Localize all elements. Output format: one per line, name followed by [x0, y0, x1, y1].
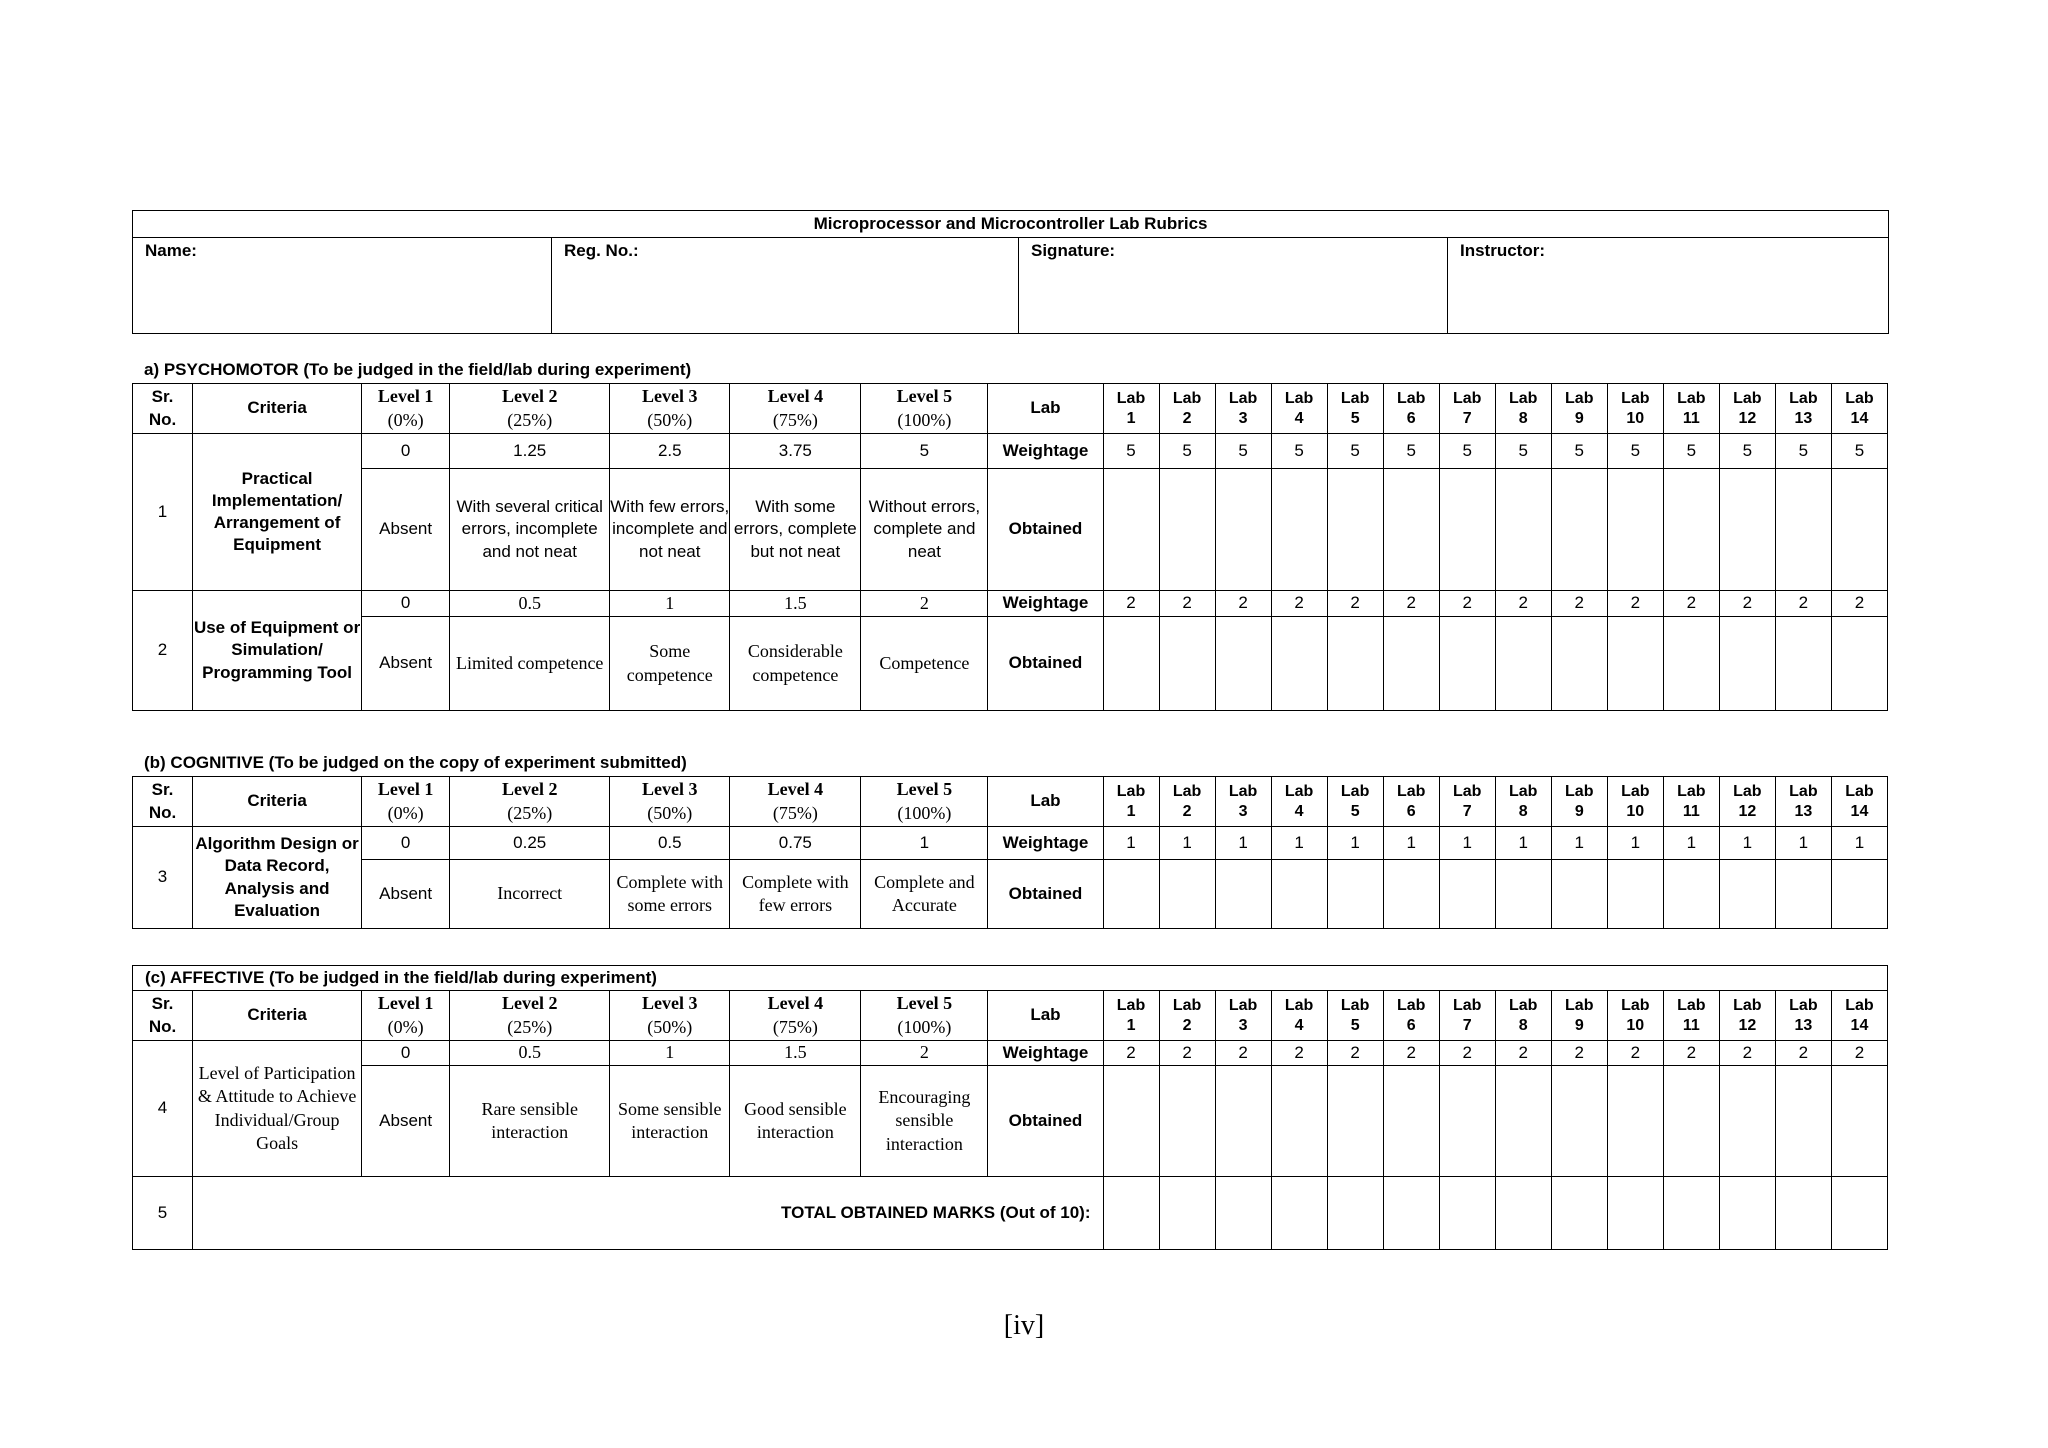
cognitive-header-row: [133, 777, 1888, 827]
lab-2-obtained-input[interactable]: [1159, 860, 1215, 929]
affective-title-row: [133, 966, 1888, 991]
affective-table: [132, 965, 1888, 1250]
lab-7-obtained-input[interactable]: [1439, 469, 1495, 591]
level3-header: Level 3 (50%): [610, 991, 730, 1041]
lab-2-weightage: 2: [1159, 591, 1215, 617]
lab-8-obtained-input[interactable]: [1495, 469, 1551, 591]
lab-5-obtained-input[interactable]: [1327, 469, 1383, 591]
level5-score: 2: [861, 1041, 988, 1066]
weightage-label: Weightage: [988, 1041, 1103, 1066]
lab-9-weightage: 5: [1551, 434, 1607, 469]
lab-8-obtained-input[interactable]: [1495, 617, 1551, 711]
lab-13-obtained-input[interactable]: [1775, 1066, 1831, 1177]
lab-9-weightage: 2: [1551, 591, 1607, 617]
lab-7-weightage: 2: [1439, 591, 1495, 617]
lab-11-header: Lab 11: [1663, 384, 1719, 434]
lab-12-header: Lab 12: [1719, 384, 1775, 434]
lab-3-total-input[interactable]: [1215, 1177, 1271, 1250]
lab-12-total-input[interactable]: [1719, 1177, 1775, 1250]
lab-11-obtained-input[interactable]: [1663, 469, 1719, 591]
lab-11-obtained-input[interactable]: [1663, 1066, 1719, 1177]
level3-score: 0.5: [610, 827, 730, 860]
level3-descriptor: Complete with some errors: [610, 860, 730, 929]
level3-descriptor: Some competence: [610, 617, 730, 711]
lab-10-weightage: 1: [1607, 827, 1663, 860]
row3-weightage: [133, 827, 1888, 860]
weightage-label: Weightage: [988, 434, 1103, 469]
level1-descriptor: Absent: [362, 617, 450, 711]
lab-5-header: Lab 5: [1327, 777, 1383, 827]
lab-14-weightage: 2: [1831, 1041, 1887, 1066]
lab-5-header: Lab 5: [1327, 384, 1383, 434]
lab-3-header: Lab 3: [1215, 384, 1271, 434]
lab-13-header: Lab 13: [1775, 384, 1831, 434]
lab-6-obtained-input[interactable]: [1383, 860, 1439, 929]
obtained-label: Obtained: [988, 469, 1103, 591]
lab-14-obtained-input[interactable]: [1831, 1066, 1887, 1177]
level5-descriptor: Encouraging sensible interaction: [861, 1066, 988, 1177]
level2-score: 1.25: [450, 434, 610, 469]
lab-14-total-input[interactable]: [1831, 1177, 1887, 1250]
lab-header: Lab: [988, 384, 1103, 434]
lab-9-header: Lab 9: [1551, 991, 1607, 1041]
lab-10-obtained-input[interactable]: [1607, 860, 1663, 929]
lab-1-header: Lab 1: [1103, 384, 1159, 434]
lab-5-weightage: 5: [1327, 434, 1383, 469]
level3-score: 1: [610, 591, 730, 617]
lab-3-obtained-input[interactable]: [1215, 469, 1271, 591]
obtained-label: Obtained: [988, 617, 1103, 711]
lab-9-obtained-input[interactable]: [1551, 860, 1607, 929]
lab-4-obtained-input[interactable]: [1271, 469, 1327, 591]
level5-score: 1: [861, 827, 988, 860]
level4-score: 1.5: [730, 591, 861, 617]
level2-header: Level 2 (25%): [450, 384, 610, 434]
lab-1-weightage: 2: [1103, 591, 1159, 617]
lab-9-weightage: 2: [1551, 1041, 1607, 1066]
lab-8-weightage: 5: [1495, 434, 1551, 469]
criteria-cell: Practical Implementation/ Arrangement of Equipment: [193, 434, 362, 591]
lab-13-obtained-input[interactable]: [1775, 469, 1831, 591]
lab-13-total-input[interactable]: [1775, 1177, 1831, 1250]
level1-header: Level 1 (0%): [362, 384, 450, 434]
lab-7-weightage: 1: [1439, 827, 1495, 860]
lab-10-header: Lab 10: [1607, 384, 1663, 434]
lab-6-weightage: 2: [1383, 1041, 1439, 1066]
lab-6-weightage: 5: [1383, 434, 1439, 469]
lab-8-header: Lab 8: [1495, 991, 1551, 1041]
level4-descriptor: With some errors, complete but not neat: [730, 469, 861, 591]
level3-header: Level 3 (50%): [610, 777, 730, 827]
lab-13-weightage: 2: [1775, 1041, 1831, 1066]
lab-5-obtained-input[interactable]: [1327, 617, 1383, 711]
lab-12-weightage: 1: [1719, 827, 1775, 860]
total-obtained-label: TOTAL OBTAINED MARKS (Out of 10):: [193, 1177, 1103, 1250]
lab-4-weightage: 5: [1271, 434, 1327, 469]
lab-11-header: Lab 11: [1663, 991, 1719, 1041]
level2-header: Level 2 (25%): [450, 991, 610, 1041]
lab-7-obtained-input[interactable]: [1439, 860, 1495, 929]
level4-descriptor: Complete with few errors: [730, 860, 861, 929]
affective-section-title: (c) AFFECTIVE (To be judged in the field/lab during experiment): [133, 966, 1888, 991]
level4-descriptor: Good sensible interaction: [730, 1066, 861, 1177]
row3-obtained: [133, 860, 1888, 929]
level1-score: 0: [362, 591, 450, 617]
lab-1-header: Lab 1: [1103, 991, 1159, 1041]
psychomotor-header-row: [133, 384, 1888, 434]
lab-4-header: Lab 4: [1271, 777, 1327, 827]
level2-score: 0.5: [450, 1041, 610, 1066]
lab-14-header: Lab 14: [1831, 777, 1887, 827]
lab-3-weightage: 1: [1215, 827, 1271, 860]
level2-score: 0.5: [450, 591, 610, 617]
lab-12-weightage: 5: [1719, 434, 1775, 469]
lab-6-obtained-input[interactable]: [1383, 617, 1439, 711]
lab-8-header: Lab 8: [1495, 777, 1551, 827]
lab-3-weightage: 2: [1215, 591, 1271, 617]
level5-header: Level 5 (100%): [861, 777, 988, 827]
lab-12-header: Lab 12: [1719, 777, 1775, 827]
lab-14-header: Lab 14: [1831, 384, 1887, 434]
lab-12-obtained-input[interactable]: [1719, 860, 1775, 929]
lab-4-obtained-input[interactable]: [1271, 1066, 1327, 1177]
level1-descriptor: Absent: [362, 469, 450, 591]
lab-9-weightage: 1: [1551, 827, 1607, 860]
lab-14-header: Lab 14: [1831, 991, 1887, 1041]
lab-14-weightage: 1: [1831, 827, 1887, 860]
level4-descriptor: Considerable competence: [730, 617, 861, 711]
lab-7-weightage: 5: [1439, 434, 1495, 469]
lab-3-obtained-input[interactable]: [1215, 617, 1271, 711]
lab-10-header: Lab 10: [1607, 991, 1663, 1041]
sr-no-cell: 1: [133, 434, 193, 591]
row4-weightage: [133, 1041, 1888, 1066]
sr-no-header: Sr. No.: [133, 991, 193, 1041]
lab-13-weightage: 5: [1775, 434, 1831, 469]
lab-9-total-input[interactable]: [1551, 1177, 1607, 1250]
lab-12-weightage: 2: [1719, 591, 1775, 617]
lab-11-total-input[interactable]: [1663, 1177, 1719, 1250]
sr-no-cell: 2: [133, 591, 193, 711]
lab-7-total-input[interactable]: [1439, 1177, 1495, 1250]
lab-2-weightage: 1: [1159, 827, 1215, 860]
lab-4-obtained-input[interactable]: [1271, 617, 1327, 711]
lab-11-header: Lab 11: [1663, 777, 1719, 827]
level1-score: 0: [362, 434, 450, 469]
lab-4-weightage: 2: [1271, 591, 1327, 617]
lab-8-total-input[interactable]: [1495, 1177, 1551, 1250]
lab-10-weightage: 5: [1607, 434, 1663, 469]
cognitive-section-title: (b) COGNITIVE (To be judged on the copy of experiment submitted): [144, 753, 687, 772]
level3-descriptor: With few errors, incomplete and not neat: [610, 469, 730, 591]
signature-field: Signature:: [1019, 238, 1448, 334]
sr-no-header: Sr. No.: [133, 384, 193, 434]
lab-9-obtained-input[interactable]: [1551, 617, 1607, 711]
level5-header: Level 5 (100%): [861, 991, 988, 1041]
lab-4-total-input[interactable]: [1271, 1177, 1327, 1250]
lab-11-weightage: 2: [1663, 1041, 1719, 1066]
lab-6-weightage: 1: [1383, 827, 1439, 860]
lab-9-header: Lab 9: [1551, 777, 1607, 827]
lab-5-total-input[interactable]: [1327, 1177, 1383, 1250]
sr-no-cell: 5: [133, 1177, 193, 1250]
cognitive-table: [132, 776, 1888, 929]
lab-10-obtained-input[interactable]: [1607, 469, 1663, 591]
lab-6-header: Lab 6: [1383, 777, 1439, 827]
lab-11-weightage: 5: [1663, 434, 1719, 469]
level4-header: Level 4 (75%): [730, 384, 861, 434]
lab-13-header: Lab 13: [1775, 991, 1831, 1041]
lab-14-obtained-input[interactable]: [1831, 469, 1887, 591]
lab-2-weightage: 5: [1159, 434, 1215, 469]
level2-score: 0.25: [450, 827, 610, 860]
level1-header: Level 1 (0%): [362, 991, 450, 1041]
level1-descriptor: Absent: [362, 1066, 450, 1177]
lab-2-obtained-input[interactable]: [1159, 1066, 1215, 1177]
level5-score: 2: [861, 591, 988, 617]
lab-2-header: Lab 2: [1159, 777, 1215, 827]
lab-1-header: Lab 1: [1103, 777, 1159, 827]
lab-3-weightage: 5: [1215, 434, 1271, 469]
lab-6-header: Lab 6: [1383, 384, 1439, 434]
lab-12-header: Lab 12: [1719, 991, 1775, 1041]
level5-descriptor: Complete and Accurate: [861, 860, 988, 929]
lab-13-obtained-input[interactable]: [1775, 860, 1831, 929]
level5-score: 5: [861, 434, 988, 469]
lab-8-weightage: 2: [1495, 591, 1551, 617]
level1-score: 0: [362, 827, 450, 860]
lab-3-obtained-input[interactable]: [1215, 1066, 1271, 1177]
lab-1-obtained-input[interactable]: [1103, 617, 1159, 711]
name-field: Name:: [133, 238, 552, 334]
lab-12-obtained-input[interactable]: [1719, 1066, 1775, 1177]
criteria-cell: Algorithm Design or Data Record, Analysis and Evaluation: [193, 827, 362, 929]
row2-weightage: [133, 591, 1888, 617]
lab-9-obtained-input[interactable]: [1551, 1066, 1607, 1177]
weightage-label: Weightage: [988, 827, 1103, 860]
lab-13-weightage: 2: [1775, 591, 1831, 617]
lab-9-header: Lab 9: [1551, 384, 1607, 434]
sr-no-header: Sr. No.: [133, 777, 193, 827]
psychomotor-section-title: a) PSYCHOMOTOR (To be judged in the field/lab during experiment): [144, 360, 692, 379]
criteria-header: Criteria: [193, 991, 362, 1041]
lab-1-total-input[interactable]: [1103, 1177, 1159, 1250]
lab-3-header: Lab 3: [1215, 991, 1271, 1041]
criteria-cell: Use of Equipment or Simulation/ Programming Tool: [193, 591, 362, 711]
lab-11-weightage: 1: [1663, 827, 1719, 860]
level4-score: 1.5: [730, 1041, 861, 1066]
level4-header: Level 4 (75%): [730, 777, 861, 827]
lab-4-weightage: 1: [1271, 827, 1327, 860]
obtained-label: Obtained: [988, 860, 1103, 929]
level3-header: Level 3 (50%): [610, 384, 730, 434]
lab-10-weightage: 2: [1607, 1041, 1663, 1066]
lab-1-obtained-input[interactable]: [1103, 469, 1159, 591]
lab-7-header: Lab 7: [1439, 777, 1495, 827]
lab-header: Lab: [988, 777, 1103, 827]
level2-descriptor: Incorrect: [450, 860, 610, 929]
lab-1-weightage: 2: [1103, 1041, 1159, 1066]
student-info-table: [132, 210, 1889, 334]
lab-10-obtained-input[interactable]: [1607, 617, 1663, 711]
page-number: [iv]: [1003, 1310, 1045, 1341]
row1-weightage: [133, 434, 1888, 469]
lab-9-obtained-input[interactable]: [1551, 469, 1607, 591]
level3-score: 2.5: [610, 434, 730, 469]
level5-header: Level 5 (100%): [861, 384, 988, 434]
psychomotor-table: [132, 383, 1888, 711]
level5-descriptor: Without errors, complete and neat: [861, 469, 988, 591]
lab-7-header: Lab 7: [1439, 384, 1495, 434]
lab-6-header: Lab 6: [1383, 991, 1439, 1041]
lab-1-weightage: 1: [1103, 827, 1159, 860]
lab-8-obtained-input[interactable]: [1495, 1066, 1551, 1177]
rubric-title: Microprocessor and Microcontroller Lab Rubrics: [133, 211, 1889, 238]
lab-14-weightage: 2: [1831, 591, 1887, 617]
lab-3-obtained-input[interactable]: [1215, 860, 1271, 929]
level3-descriptor: Some sensible interaction: [610, 1066, 730, 1177]
lab-5-weightage: 2: [1327, 1041, 1383, 1066]
lab-12-obtained-input[interactable]: [1719, 617, 1775, 711]
level3-score: 1: [610, 1041, 730, 1066]
sr-no-cell: 3: [133, 827, 193, 929]
lab-1-weightage: 5: [1103, 434, 1159, 469]
lab-8-header: Lab 8: [1495, 384, 1551, 434]
level2-descriptor: With several critical errors, incomplete and not neat: [450, 469, 610, 591]
lab-7-header: Lab 7: [1439, 991, 1495, 1041]
lab-14-obtained-input[interactable]: [1831, 617, 1887, 711]
lab-5-weightage: 2: [1327, 591, 1383, 617]
lab-2-obtained-input[interactable]: [1159, 617, 1215, 711]
lab-10-obtained-input[interactable]: [1607, 1066, 1663, 1177]
lab-7-obtained-input[interactable]: [1439, 1066, 1495, 1177]
lab-8-weightage: 2: [1495, 1041, 1551, 1066]
level4-header: Level 4 (75%): [730, 991, 861, 1041]
lab-2-obtained-input[interactable]: [1159, 469, 1215, 591]
lab-6-obtained-input[interactable]: [1383, 469, 1439, 591]
lab-6-weightage: 2: [1383, 591, 1439, 617]
lab-8-obtained-input[interactable]: [1495, 860, 1551, 929]
lab-10-total-input[interactable]: [1607, 1177, 1663, 1250]
lab-7-weightage: 2: [1439, 1041, 1495, 1066]
row1-obtained: [133, 469, 1888, 591]
level2-header: Level 2 (25%): [450, 777, 610, 827]
lab-14-weightage: 5: [1831, 434, 1887, 469]
lab-2-weightage: 2: [1159, 1041, 1215, 1066]
lab-5-obtained-input[interactable]: [1327, 1066, 1383, 1177]
lab-13-obtained-input[interactable]: [1775, 617, 1831, 711]
lab-header: Lab: [988, 991, 1103, 1041]
level4-score: 0.75: [730, 827, 861, 860]
lab-4-weightage: 2: [1271, 1041, 1327, 1066]
lab-4-header: Lab 4: [1271, 991, 1327, 1041]
lab-12-weightage: 2: [1719, 1041, 1775, 1066]
lab-13-header: Lab 13: [1775, 777, 1831, 827]
lab-14-obtained-input[interactable]: [1831, 860, 1887, 929]
row2-obtained: [133, 617, 1888, 711]
lab-3-weightage: 2: [1215, 1041, 1271, 1066]
lab-2-header: Lab 2: [1159, 991, 1215, 1041]
lab-10-header: Lab 10: [1607, 777, 1663, 827]
criteria-header: Criteria: [193, 384, 362, 434]
lab-6-total-input[interactable]: [1383, 1177, 1439, 1250]
level5-descriptor: Competence: [861, 617, 988, 711]
affective-header-row: [133, 991, 1888, 1041]
lab-11-weightage: 2: [1663, 591, 1719, 617]
lab-5-header: Lab 5: [1327, 991, 1383, 1041]
lab-7-obtained-input[interactable]: [1439, 617, 1495, 711]
instructor-field: Instructor:: [1448, 238, 1889, 334]
lab-2-total-input[interactable]: [1159, 1177, 1215, 1250]
total-row: [133, 1177, 1888, 1250]
lab-11-obtained-input[interactable]: [1663, 860, 1719, 929]
criteria-header: Criteria: [193, 777, 362, 827]
lab-3-header: Lab 3: [1215, 777, 1271, 827]
row4-obtained: [133, 1066, 1888, 1177]
level2-descriptor: Limited competence: [450, 617, 610, 711]
lab-11-obtained-input[interactable]: [1663, 617, 1719, 711]
lab-8-weightage: 1: [1495, 827, 1551, 860]
lab-12-obtained-input[interactable]: [1719, 469, 1775, 591]
lab-5-obtained-input[interactable]: [1327, 860, 1383, 929]
lab-4-header: Lab 4: [1271, 384, 1327, 434]
criteria-cell: Level of Participation & Attitude to Achieve Individual/Group Goals: [193, 1041, 362, 1177]
level2-descriptor: Rare sensible interaction: [450, 1066, 610, 1177]
lab-1-obtained-input[interactable]: [1103, 1066, 1159, 1177]
lab-2-header: Lab 2: [1159, 384, 1215, 434]
lab-1-obtained-input[interactable]: [1103, 860, 1159, 929]
reg-no-field: Reg. No.:: [552, 238, 1019, 334]
lab-6-obtained-input[interactable]: [1383, 1066, 1439, 1177]
lab-5-weightage: 1: [1327, 827, 1383, 860]
level1-descriptor: Absent: [362, 860, 450, 929]
weightage-label: Weightage: [988, 591, 1103, 617]
level1-header: Level 1 (0%): [362, 777, 450, 827]
lab-13-weightage: 1: [1775, 827, 1831, 860]
sr-no-cell: 4: [133, 1041, 193, 1177]
lab-10-weightage: 2: [1607, 591, 1663, 617]
lab-4-obtained-input[interactable]: [1271, 860, 1327, 929]
level1-score: 0: [362, 1041, 450, 1066]
obtained-label: Obtained: [988, 1066, 1103, 1177]
level4-score: 3.75: [730, 434, 861, 469]
